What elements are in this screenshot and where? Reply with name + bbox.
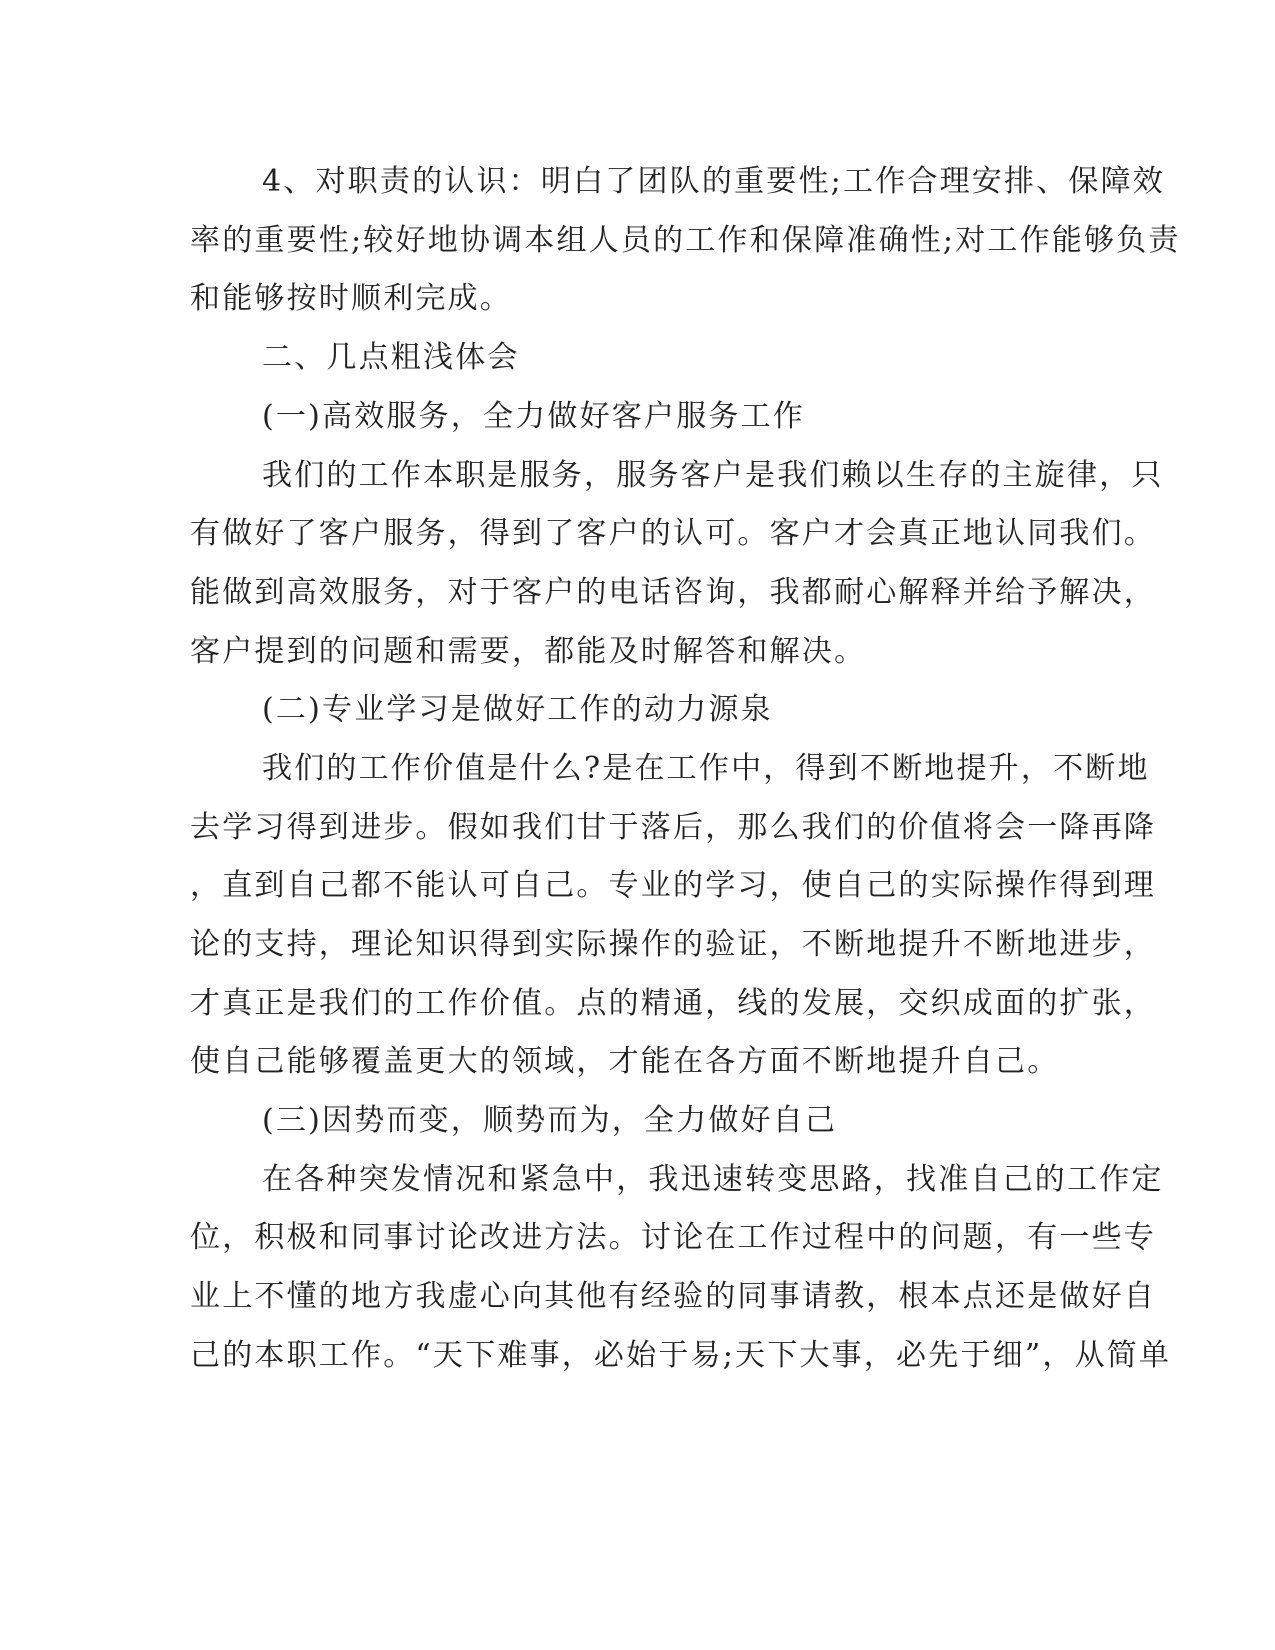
paragraph-line: 有做好了客户服务，得到了客户的认可。客户才会真正地认同我们。: [190, 516, 1156, 551]
subsection-heading: (一)高效服务，全力做好客户服务工作: [262, 399, 806, 434]
paragraph-line: 能做到高效服务，对于客户的电话咨询，我都耐心解释并给予解决，: [190, 575, 1156, 610]
paragraph-line: 才真正是我们的工作价值。点的精通，线的发展，交织成面的扩张，: [190, 986, 1156, 1021]
paragraph-line: 我们的工作本职是服务，服务客户是我们赖以生存的主旋律，只: [262, 458, 1164, 493]
subsection-heading: (三)因势而变，顺势而为，全力做好自己: [262, 1103, 838, 1138]
paragraph-line: ，直到自己都不能认可自己。专业的学习，使自己的实际操作得到理: [190, 868, 1156, 903]
paragraph-line: 我们的工作价值是什么?是在工作中，得到不断地提升，不断地: [262, 751, 1150, 786]
paragraph-line: 论的支持，理论知识得到实际操作的验证，不断地提升不断地进步，: [190, 927, 1156, 962]
paragraph-line: 使自己能够覆盖更大的领域，才能在各方面不断地提升自己。: [190, 1044, 1060, 1079]
paragraph-line: 己的本职工作。“天下难事，必始于易;天下大事，必先于细”，从简单: [190, 1338, 1172, 1373]
paragraph-line: 和能够按时顺利完成。: [190, 281, 512, 316]
paragraph-line: 客户提到的问题和需要，都能及时解答和解决。: [190, 634, 867, 669]
paragraph-line: 位，积极和同事讨论改进方法。讨论在工作过程中的问题，有一些专: [190, 1220, 1156, 1255]
paragraph-line: 率的重要性;较好地协调本组人员的工作和保障准确性;对工作能够负责: [190, 223, 1181, 258]
paragraph-line: 4、对职责的认识：明白了团队的重要性;工作合理安排、保障效: [262, 164, 1165, 199]
section-heading: 二、几点粗浅体会: [262, 340, 520, 375]
paragraph-line: 去学习得到进步。假如我们甘于落后，那么我们的价值将会一降再降: [190, 810, 1156, 845]
subsection-heading: (二)专业学习是做好工作的动力源泉: [262, 692, 773, 727]
paragraph-line: 业上不懂的地方我虚心向其他有经验的同事请教，根本点还是做好自: [190, 1279, 1156, 1314]
paragraph-line: 在各种突发情况和紧急中，我迅速转变思路，找准自己的工作定: [262, 1162, 1164, 1197]
